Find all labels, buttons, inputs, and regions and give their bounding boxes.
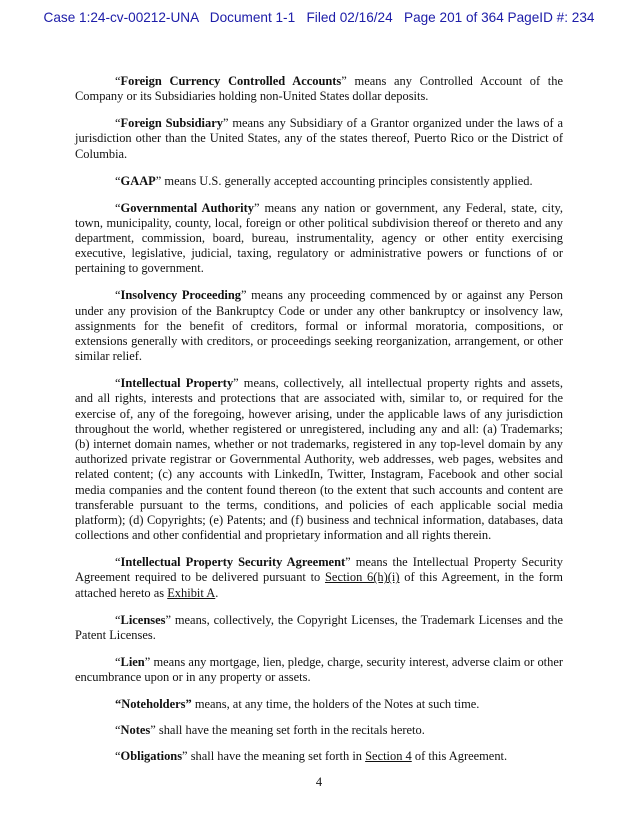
document-body: [75, 74, 563, 776]
open-quote: “: [115, 612, 121, 627]
close-quote: ”: [144, 654, 151, 669]
definition-intellectual-property-security-agreement: [75, 555, 563, 601]
definition-text: means any proceeding commenced by or against any Person under any provision of the Bankruptcy Code or under any other bankruptcy or insolvency law, assignments for the benefit of creditors, formal or informal moratoria, compositions, or extensions generally with creditors, or proceedings seeking reorganization, arrangement, or other similar relief.: [75, 288, 563, 364]
definition-text: means the Intellectual Property Security Agreement required to be delivered pursuant to: [75, 555, 563, 585]
defined-term: Lien: [120, 654, 145, 669]
open-quote: “: [115, 555, 121, 570]
definition-foreign-subsidiary: [75, 116, 563, 162]
defined-term: Intellectual Property Security Agreement: [120, 555, 346, 570]
open-quote: “: [115, 200, 121, 215]
definition-gaap: [75, 174, 563, 189]
definition-licenses: [75, 613, 563, 643]
open-quote: “: [115, 74, 121, 88]
definition-text: of this Agreement.: [411, 749, 508, 764]
close-quote: ”: [165, 612, 171, 627]
open-quote: “: [115, 173, 121, 188]
close-quote: ”: [222, 116, 229, 131]
definition-text: means any Controlled Account of the Company or its Subsidiaries holding non-United States dollar deposits.: [75, 74, 564, 104]
definition-text: means any mortgage, lien, pledge, charge, security interest, adverse claim or other encumbrance upon or in any property or assets.: [75, 654, 563, 685]
close-quote: ”: [182, 749, 188, 764]
case-number: Case 1:24-cv-00212-UNA: [43, 10, 199, 25]
defined-term: Obligations: [120, 749, 183, 764]
close-quote: ”: [254, 200, 260, 215]
close-quote: ”: [345, 555, 351, 570]
open-quote: “: [115, 654, 121, 669]
definition-lien: [75, 655, 563, 685]
definition-text: .: [215, 585, 219, 600]
close-quote: ”: [341, 74, 347, 88]
page-info: Page 201 of 364 PageID #: 234: [404, 10, 595, 25]
defined-term: GAAP: [120, 173, 156, 188]
definition-noteholders: [75, 697, 563, 712]
definition-text: of this Agreement, in the form attached hereto as: [75, 570, 563, 600]
document-number: Document 1-1: [209, 10, 296, 25]
page-number: 4: [315, 775, 323, 789]
section-reference-link[interactable]: Section 4: [365, 749, 412, 764]
defined-term: Governmental Authority: [120, 200, 254, 215]
close-quote: ”: [233, 376, 239, 391]
definition-text: shall have the meaning set forth in: [187, 749, 366, 764]
open-quote: “: [115, 288, 121, 303]
close-quote: ”: [241, 288, 247, 303]
court-filing-header: [0, 10, 638, 25]
definition-text: means U.S. generally accepted accounting principles consistently applied.: [161, 173, 533, 188]
definition-insolvency-proceeding: [75, 288, 563, 364]
open-quote: “: [115, 116, 121, 131]
defined-term: Intellectual Property: [120, 376, 234, 391]
definition-obligations: [75, 749, 563, 764]
close-quote: ”: [155, 173, 162, 188]
definition-notes: [75, 723, 563, 738]
open-quote: “: [115, 376, 121, 391]
definition-text: means any Subsidiary of a Grantor organized under the laws of a jurisdiction other than the United States, any of the states thereof, Puerto Rico or the District of Columbia.: [75, 116, 563, 161]
definition-text: shall have the meaning set forth in the recitals hereto.: [155, 723, 425, 738]
open-quote: “: [115, 723, 121, 738]
defined-term: Foreign Currency Controlled Accounts: [120, 74, 342, 88]
defined-term: Foreign Subsidiary: [120, 116, 223, 131]
open-quote: “: [115, 749, 121, 764]
defined-term: “Noteholders”: [115, 697, 192, 712]
defined-term: Insolvency Proceeding: [120, 288, 241, 303]
exhibit-reference-link[interactable]: Exhibit A: [167, 585, 216, 600]
close-quote: ”: [150, 723, 156, 738]
section-reference-link[interactable]: Section 6(h)(i): [325, 570, 400, 585]
definition-text: means, at any time, the holders of the Notes at such time.: [191, 697, 480, 712]
filed-date: Filed 02/16/24: [306, 10, 393, 25]
definition-foreign-currency-controlled-accounts: [75, 74, 563, 104]
defined-term: Licenses: [120, 612, 166, 627]
definition-intellectual-property: [75, 376, 563, 543]
definition-text: means, collectively, the Copyright Licenses, the Trademark Licenses and the Patent Licenses.: [75, 612, 563, 642]
definition-governmental-authority: [75, 201, 563, 277]
definition-text: means, collectively, all intellectual property rights and assets, and all rights, interests and protections that are associated with, similar to, or required for the exercise of, any of the foregoing, however arising, under the applicable laws of any jurisdiction throughout the world, whether registered or unregistered, including any and all: (a) Trademarks; (b) internet domain names, whether or not trademarks, registered in any top-level domain by any authorized private registrar or Governmental Authority, web addresses, web pages, websites and related content; (c) any accounts with LinkedIn, Twitter, Instagram, Facebook and other social media companies and the content found thereon (to the extent that such accounts and content are transferable pursuant to the terms, conditions, and policies of each applicable social media platform); (d) Copyrights; (e) Patents; and (f) business and technical information, databases, data collections and other confidential and proprietary information and all rights therein.: [75, 376, 563, 543]
defined-term: Notes: [120, 723, 151, 738]
definition-text: means any nation or government, any Federal, state, city, town, municipality, county, local, foreign or other political subdivision thereof or thereto and any department, commission, board, bureau, instrumentality, agency or other entity exercising executive, legislative, judicial, taxing, regulatory or administrative powers or functions of or pertaining to government.: [75, 200, 563, 276]
